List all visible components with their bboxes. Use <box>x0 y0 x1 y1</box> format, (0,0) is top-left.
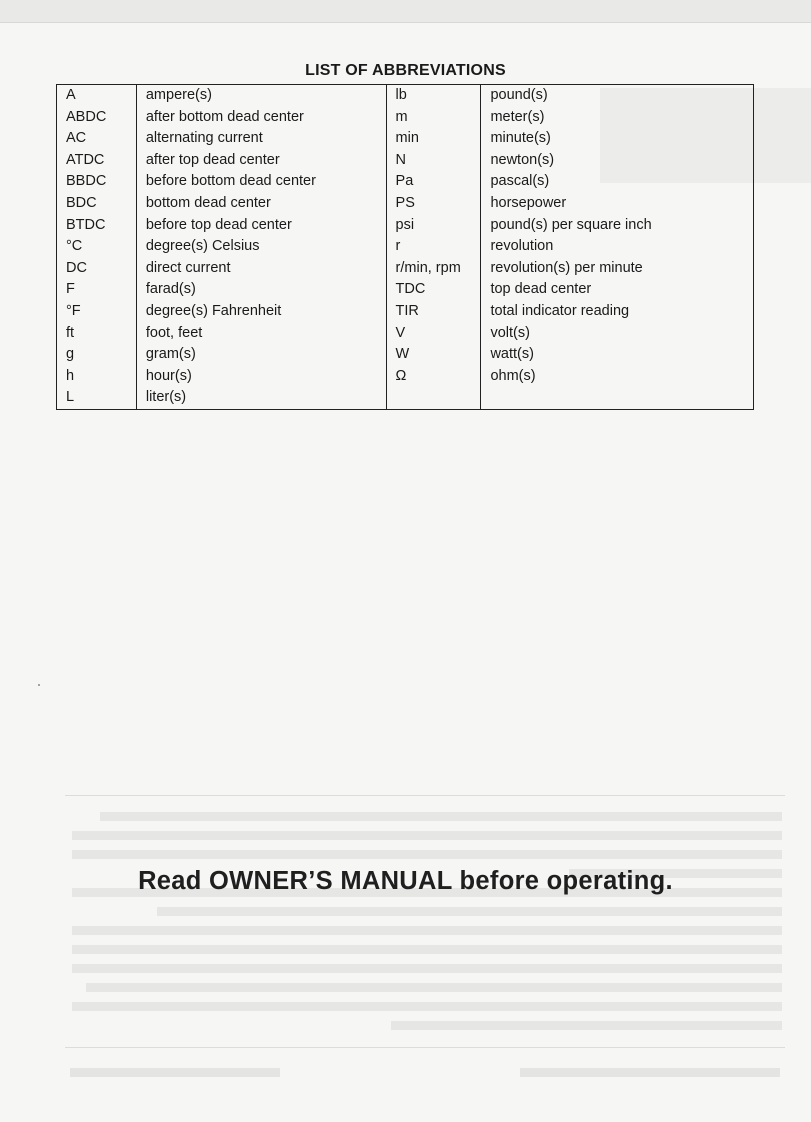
abbreviations-table <box>56 84 754 410</box>
abbreviation-cell: W <box>386 344 481 366</box>
abbreviation-cell: °C <box>66 238 83 255</box>
meaning-cell: pascal(s) <box>481 171 754 193</box>
table-row <box>57 128 754 150</box>
table-row <box>57 279 754 301</box>
meaning-cell: after bottom dead center <box>136 107 386 129</box>
table-row <box>57 85 754 107</box>
meaning-cell: alternating current <box>136 128 386 150</box>
abbreviation-cell: r <box>386 236 481 258</box>
table-row <box>57 323 754 345</box>
abbreviation-cell: AC <box>66 130 87 147</box>
meaning-cell: ohm(s) <box>481 366 754 388</box>
meaning-cell: newton(s) <box>481 150 754 172</box>
meaning-cell: after top dead center <box>136 150 386 172</box>
abbreviation-cell: TIR <box>386 301 481 323</box>
meaning-cell: before bottom dead center <box>136 171 386 193</box>
table-row <box>57 366 754 388</box>
previous-page-edge <box>0 0 811 23</box>
table-row <box>57 344 754 366</box>
abbreviation-cell: lb <box>386 85 481 107</box>
show-through-rule <box>65 795 785 796</box>
abbreviation-cell: DC <box>66 259 87 276</box>
table-row <box>57 236 754 258</box>
abbreviation-cell: F <box>66 281 75 298</box>
meaning-cell: revolution(s) per minute <box>481 258 754 280</box>
meaning-cell: volt(s) <box>481 323 754 345</box>
meaning-cell: degree(s) Fahrenheit <box>136 301 386 323</box>
abbreviation-cell <box>386 387 481 409</box>
abbreviation-cell: TDC <box>386 279 481 301</box>
abbreviation-cell: h <box>66 367 75 384</box>
abbreviation-cell: Pa <box>386 171 481 193</box>
meaning-cell: minute(s) <box>481 128 754 150</box>
abbreviation-cell: °F <box>66 302 81 319</box>
meaning-cell: bottom dead center <box>136 193 386 215</box>
abbreviation-cell: ABDC <box>66 108 107 125</box>
meaning-cell: pound(s) <box>481 85 754 107</box>
show-through-rule <box>65 1047 785 1048</box>
meaning-cell: ampere(s) <box>136 85 386 107</box>
table-row <box>57 301 754 323</box>
table-row <box>57 171 754 193</box>
abbreviation-cell: r/min, rpm <box>386 258 481 280</box>
show-through-paragraphs <box>72 812 782 1040</box>
table-row <box>57 107 754 129</box>
meaning-cell: pound(s) per square inch <box>481 215 754 237</box>
owners-manual-notice: Read OWNER’S MANUAL before operating. <box>138 867 673 895</box>
abbreviation-cell: ATDC <box>66 151 105 168</box>
abbreviation-cell: BTDC <box>66 216 106 233</box>
abbreviation-cell: ft <box>66 324 75 341</box>
table-row <box>57 215 754 237</box>
meaning-cell: meter(s) <box>481 107 754 129</box>
abbreviation-cell: Ω <box>386 366 481 388</box>
meaning-cell: horsepower <box>481 193 754 215</box>
abbreviation-cell: g <box>66 346 75 363</box>
abbreviation-cell: L <box>66 389 75 406</box>
abbreviation-cell: N <box>386 150 481 172</box>
table-row <box>57 258 754 280</box>
meaning-cell: gram(s) <box>136 344 386 366</box>
table-row <box>57 150 754 172</box>
meaning-cell: degree(s) Celsius <box>136 236 386 258</box>
abbreviation-cell: BBDC <box>66 173 107 190</box>
page-title: LIST OF ABBREVIATIONS <box>305 62 506 79</box>
abbreviation-cell: PS <box>386 193 481 215</box>
abbreviation-cell: V <box>386 323 481 345</box>
meaning-cell: total indicator reading <box>481 301 754 323</box>
table-row <box>57 193 754 215</box>
abbreviation-cell: m <box>386 107 481 129</box>
meaning-cell: top dead center <box>481 279 754 301</box>
abbreviation-cell: min <box>386 128 481 150</box>
meaning-cell: farad(s) <box>136 279 386 301</box>
meaning-cell: revolution <box>481 236 754 258</box>
table-row <box>57 387 754 409</box>
abbreviation-cell: psi <box>386 215 481 237</box>
show-through-footer <box>520 1068 780 1077</box>
meaning-cell: liter(s) <box>136 387 386 409</box>
show-through-footer <box>70 1068 280 1077</box>
meaning-cell: direct current <box>136 258 386 280</box>
abbreviation-cell: BDC <box>66 194 97 211</box>
meaning-cell: hour(s) <box>136 366 386 388</box>
meaning-cell: before top dead center <box>136 215 386 237</box>
meaning-cell: foot, feet <box>136 323 386 345</box>
meaning-cell <box>481 387 754 409</box>
meaning-cell: watt(s) <box>481 344 754 366</box>
paper-speck <box>38 684 40 686</box>
abbreviation-cell: A <box>66 87 76 103</box>
